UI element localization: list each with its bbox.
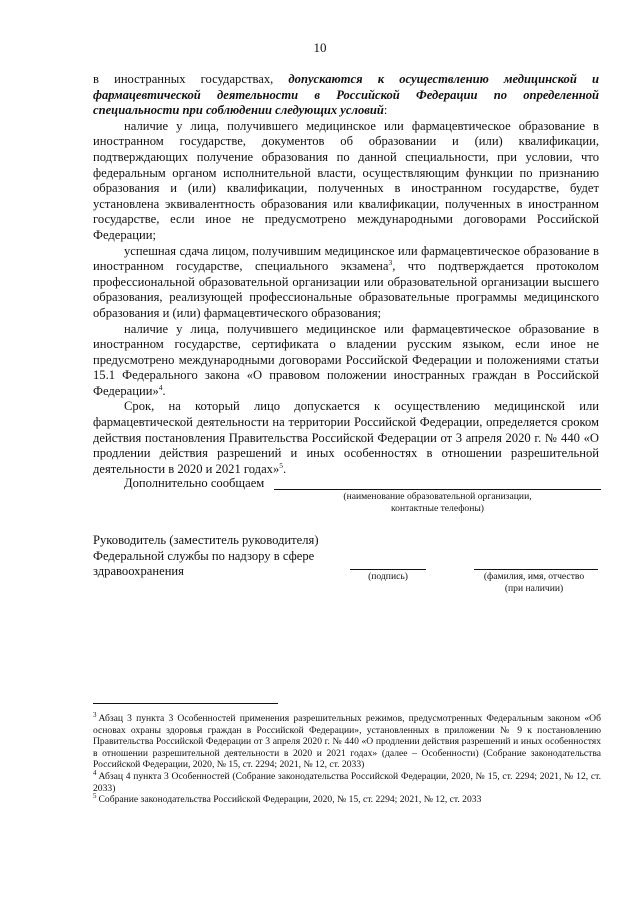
paragraph-text: . [162, 383, 166, 398]
paragraph-text: : [383, 103, 388, 118]
paragraph-text: успешная сдача лицом, получившим медицинское или фармацевтическое образование в иностранном государстве, специального экзамена [93, 243, 599, 274]
footnote-mark: 4 [93, 768, 97, 777]
paragraph-condition-language [93, 322, 599, 400]
footnote-mark: 3 [93, 710, 97, 719]
footnote-mark: 5 [93, 791, 97, 800]
signature-caption: (подпись) [368, 571, 408, 582]
signer-title-line: Федеральной службы по надзору в сфере [93, 548, 315, 563]
paragraph-text: . [283, 461, 287, 476]
footnote-ref[interactable]: 5 [279, 460, 284, 470]
paragraph-text: , что подтверждается протоколом профессиональной образовательной организации или образовательной организации высшего образования, реализующей профессиональные образовательные программы медицинского образования и (или) фармацевтического образования; [93, 259, 599, 320]
paragraph-text: наличие у лица, получившего медицинское или фармацевтическое образование в иностранном государстве, сертификата о владении русским языком, если иное не предусмотрено международными договорами Российской Федерации и положениями статьи 15.1 Федерального закона «О правовом положении иностранных граждан в Российской Федерации» [93, 321, 599, 398]
paragraph-condition-exam [93, 244, 599, 322]
footnotes [93, 710, 601, 806]
caption-line: (фамилия, имя, отчество [483, 571, 585, 582]
caption-line: (при наличии) [504, 583, 564, 594]
footnote-text: Собрание законодательства Российской Федерации, 2020, № 15, ст. 2294; 2021, № 12, ст. 2033 [98, 794, 482, 806]
footnote-item [93, 710, 601, 771]
paragraph-text: Срок, на который лицо допускается к осуществлению медицинской или фармацевтической деятельности на территории Российской Федерации, определяется сроком действия постановления Правительства Российской Федерации от 3 апреля 2020 г. № 440 «О продлении действия разрешений и иных особенностях в отношении разрешительной деятельности в 2020 и 2021 годах» [93, 399, 599, 476]
name-fill-line [474, 569, 598, 570]
footnote-item [93, 791, 601, 806]
signer-title-line: Руководитель (заместитель руководителя) [93, 533, 319, 547]
footnote-text: Абзац 4 пункта 3 Особенностей (Собрание законодательства Российской Федерации, 2020, № 15, ст. 2294; 2021, № 12, ст. 2033) [93, 770, 601, 794]
additional-info-label: Дополнительно сообщаем [124, 476, 265, 490]
footnote-item [93, 768, 601, 794]
signer-title [93, 533, 343, 580]
footnote-text: Абзац 3 пункта 3 Особенностей применения разрешительных режимов, предусмотренных Федеральным законом «Об основах охраны здоровья граждан в Российской Федерации», установленных в приложении № 9 к постановлению Правительства Российской Федерации от 3 апреля 2020 г. № 440 «О продлении действия разрешений и иных особенностях в отношении разрешительной деятельности в 2020 и 2021 годах» (далее – Особенности) (Собрание законодательства Российской Федерации, 2020, № 15, ст. 2294; 2021, № 12, ст. 2033) [93, 713, 601, 771]
caption-line: контактные телефоны) [390, 503, 485, 514]
paragraph-text: в иностранных государствах, [93, 72, 289, 86]
paragraph-text: наличие у лица, получившего медицинское или фармацевтическое образование в иностранном государстве, документов об образовании и (или) квалификации, подтверждающих получение образования по данной специальности, при условии, что федеральным органом исполнительной власти, осуществляющим функции по признанию образования и (или) квалификации, полученных в иностранном государстве, будет установлена эквивалентность образования или квалификации, полученных в иностранном государстве, если иное не предусмотрено международными договорами Российской Федерации; [93, 118, 599, 242]
footnote-ref[interactable]: 4 [158, 382, 163, 392]
signature-fill-line [350, 569, 426, 570]
caption-line: (наименование образовательной организации, [343, 491, 532, 502]
additional-info-fill-line [274, 489, 601, 490]
additional-info-caption [274, 491, 601, 515]
paragraph-conditions-intro [93, 72, 599, 119]
page-number: 10 [313, 40, 327, 55]
signer-title-line: здравоохранения [93, 564, 184, 579]
footnote-separator [93, 703, 278, 704]
body-text [93, 72, 599, 477]
paragraph-condition-documents [93, 119, 599, 244]
emphasis-text: допускаются к осуществлению медицинской и фармацевтической деятельности в Российской Федерации по определенной специальности при соблюдении следующих условий [93, 72, 599, 118]
name-caption [464, 571, 604, 595]
paragraph-term [93, 399, 599, 477]
footnote-ref[interactable]: 3 [388, 257, 393, 267]
